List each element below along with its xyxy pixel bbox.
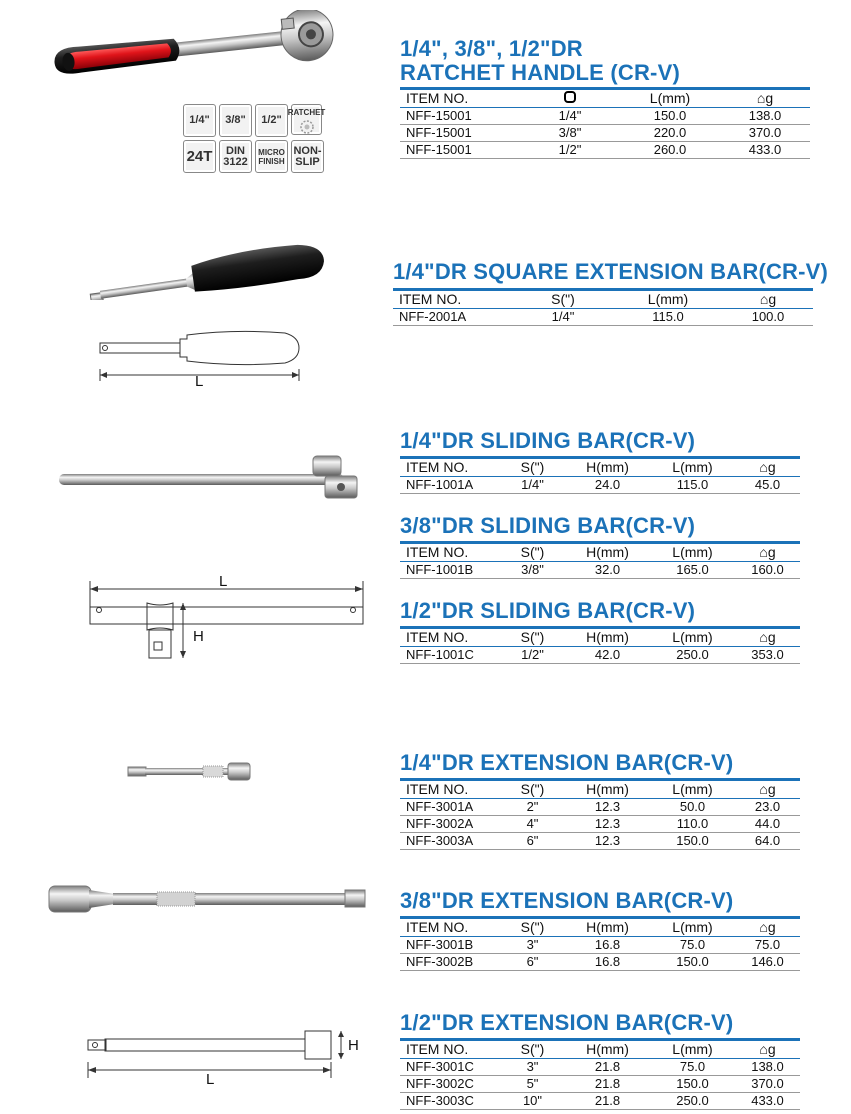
table-header-row — [400, 628, 800, 647]
table-row — [393, 309, 813, 326]
spec-value-cell: 24.0 — [565, 477, 650, 494]
col-weight — [735, 780, 800, 799]
spec-value-cell: 3/8" — [500, 562, 565, 579]
square-extension-spec-table — [393, 288, 813, 326]
spec-value-cell: 32.0 — [565, 562, 650, 579]
table-header-row — [400, 458, 800, 477]
weight-unit: g — [768, 291, 777, 307]
weight-icon: ⌂ — [759, 629, 768, 645]
spec-value-cell: 45.0 — [735, 477, 800, 494]
col-weight — [735, 1040, 800, 1059]
item-number-cell: NFF-3002B — [400, 954, 500, 971]
spec-value-cell: 44.0 — [735, 816, 800, 833]
table-row — [400, 1076, 800, 1093]
item-number-cell: NFF-3002C — [400, 1076, 500, 1093]
table-header-row — [400, 1040, 800, 1059]
col-weight — [720, 89, 810, 108]
length-dimension-label: L — [206, 1071, 215, 1088]
spec-value-cell: 21.8 — [565, 1093, 650, 1110]
sliding-bar-drawing — [85, 575, 370, 665]
spec-value-cell: 12.3 — [565, 833, 650, 850]
sliding-bar-1-2-spec-table — [400, 626, 800, 664]
gear-icon — [296, 117, 318, 134]
table-header-row — [400, 780, 800, 799]
item-number-cell: NFF-3002A — [400, 816, 500, 833]
extension-bar-3-8-spec-table — [400, 916, 800, 971]
spec-value-cell: 3" — [500, 1059, 565, 1076]
weight-icon: ⌂ — [759, 291, 769, 307]
spec-value-cell: 75.0 — [650, 1059, 735, 1076]
col-item-no: ITEM NO. — [400, 780, 500, 799]
spec-value-cell: 260.0 — [620, 142, 720, 159]
24-teeth-badge: 24T — [183, 140, 216, 173]
table-row — [400, 562, 800, 579]
sliding-bar-photo — [55, 450, 365, 505]
weight-icon: ⌂ — [759, 1041, 768, 1057]
col-size: S(") — [500, 628, 565, 647]
spec-value-cell: 1/2" — [520, 142, 620, 159]
col-size: S(") — [513, 290, 613, 309]
weight-icon: ⌂ — [759, 919, 768, 935]
col-item-no: ITEM NO. — [400, 918, 500, 937]
weight-icon: ⌂ — [759, 781, 768, 797]
spec-value-cell: 250.0 — [650, 647, 735, 664]
spec-value-cell: 138.0 — [720, 108, 810, 125]
length-dimension-label: L — [195, 373, 204, 390]
weight-unit: g — [767, 781, 776, 797]
spec-value-cell: 1/2" — [500, 647, 565, 664]
col-size: S(") — [500, 780, 565, 799]
col-height: H(mm) — [565, 1040, 650, 1059]
col-height: H(mm) — [565, 780, 650, 799]
spec-value-cell: 150.0 — [650, 954, 735, 971]
col-length: L(mm) — [650, 1040, 735, 1059]
ratchet-title-line2: RATCHET HANDLE (CR-V) — [400, 60, 680, 85]
item-number-cell: NFF-15001 — [400, 142, 520, 159]
item-number-cell: NFF-3003A — [400, 833, 500, 850]
table-row — [400, 816, 800, 833]
col-height: H(mm) — [565, 628, 650, 647]
col-height: H(mm) — [565, 918, 650, 937]
item-number-cell: NFF-15001 — [400, 108, 520, 125]
square-extension-title: 1/4"DR SQUARE EXTENSION BAR(CR-V) — [393, 259, 829, 284]
spec-value-cell: 110.0 — [650, 816, 735, 833]
spec-value-cell: 250.0 — [650, 1093, 735, 1110]
spec-value-cell: 370.0 — [735, 1076, 800, 1093]
col-item-no: ITEM NO. — [400, 628, 500, 647]
item-number-cell: NFF-1001C — [400, 647, 500, 664]
spec-value-cell: 21.8 — [565, 1059, 650, 1076]
extension-bar-1-2-spec-table — [400, 1038, 800, 1110]
table-row — [400, 833, 800, 850]
spec-value-cell: 1/4" — [513, 309, 613, 326]
weight-unit: g — [767, 1041, 776, 1057]
col-size: S(") — [500, 458, 565, 477]
weight-unit: g — [767, 629, 776, 645]
sliding-bar-3-8-spec-table — [400, 541, 800, 579]
spec-value-cell: 12.3 — [565, 816, 650, 833]
col-item-no: ITEM NO. — [400, 1040, 500, 1059]
col-height: H(mm) — [565, 458, 650, 477]
col-weight — [735, 628, 800, 647]
ratchet-badge-label: RATCHET — [287, 108, 326, 117]
spec-value-cell: 150.0 — [650, 1076, 735, 1093]
col-length: L(mm) — [650, 543, 735, 562]
spec-value-cell: 50.0 — [650, 799, 735, 816]
spec-value-cell: 165.0 — [650, 562, 735, 579]
spec-value-cell: 100.0 — [723, 309, 813, 326]
item-number-cell: NFF-3001A — [400, 799, 500, 816]
spec-value-cell: 23.0 — [735, 799, 800, 816]
spec-value-cell: 1/4" — [500, 477, 565, 494]
spec-value-cell: 75.0 — [650, 937, 735, 954]
table-row — [400, 125, 810, 142]
spec-value-cell: 4" — [500, 816, 565, 833]
sliding-bar-3-8-title: 3/8"DR SLIDING BAR(CR-V) — [400, 513, 696, 538]
spec-value-cell: 160.0 — [735, 562, 800, 579]
item-number-cell: NFF-1001B — [400, 562, 500, 579]
drive-1-4-badge: 1/4" — [183, 104, 216, 137]
col-item-no: ITEM NO. — [400, 458, 500, 477]
spec-value-cell: 3/8" — [520, 125, 620, 142]
col-item-no: ITEM NO. — [400, 543, 500, 562]
height-dimension-label: H — [193, 628, 204, 645]
spec-value-cell: 3" — [500, 937, 565, 954]
micro-finish-badge: MICRO FINISH — [255, 140, 288, 173]
spec-value-cell: 115.0 — [650, 477, 735, 494]
col-size: S(") — [500, 918, 565, 937]
extension-bar-1-4-photo — [125, 758, 255, 784]
table-row — [400, 799, 800, 816]
col-height: H(mm) — [565, 543, 650, 562]
spec-value-cell: 146.0 — [735, 954, 800, 971]
length-dimension-label: L — [219, 573, 228, 590]
spec-value-cell: 16.8 — [565, 954, 650, 971]
col-length: L(mm) — [620, 89, 720, 108]
sliding-bar-1-2-title: 1/2"DR SLIDING BAR(CR-V) — [400, 598, 696, 623]
weight-icon: ⌂ — [759, 459, 768, 475]
spec-value-cell: 353.0 — [735, 647, 800, 664]
weight-icon: ⌂ — [759, 544, 768, 560]
spec-value-cell: 5" — [500, 1076, 565, 1093]
spec-value-cell: 42.0 — [565, 647, 650, 664]
weight-unit: g — [767, 919, 776, 935]
drive-3-8-badge: 3/8" — [219, 104, 252, 137]
spec-value-cell: 64.0 — [735, 833, 800, 850]
spec-value-cell: 6" — [500, 833, 565, 850]
table-row — [400, 954, 800, 971]
extension-bar-3-8-photo — [45, 880, 370, 920]
sliding-bar-1-4-spec-table — [400, 456, 800, 494]
col-length: L(mm) — [650, 780, 735, 799]
spec-value-cell: 1/4" — [520, 108, 620, 125]
weight-unit: g — [765, 90, 774, 106]
spec-value-cell: 150.0 — [620, 108, 720, 125]
din-3122-badge: DIN 3122 — [219, 140, 252, 173]
spec-value-cell: 2" — [500, 799, 565, 816]
extension-bar-1-2-title: 1/2"DR EXTENSION BAR(CR-V) — [400, 1010, 734, 1035]
spec-value-cell: 6" — [500, 954, 565, 971]
col-drive — [520, 89, 620, 108]
non-slip-badge: NON- SLIP — [291, 140, 324, 173]
sliding-bar-1-4-title: 1/4"DR SLIDING BAR(CR-V) — [400, 428, 696, 453]
table-header-row — [400, 543, 800, 562]
table-row — [400, 108, 810, 125]
table-row — [400, 1093, 800, 1110]
col-item-no: ITEM NO. — [400, 89, 520, 108]
extension-bar-drawing — [85, 1028, 365, 1080]
col-length: L(mm) — [613, 290, 723, 309]
spec-value-cell: 75.0 — [735, 937, 800, 954]
spec-value-cell: 138.0 — [735, 1059, 800, 1076]
col-weight — [735, 543, 800, 562]
table-row — [400, 142, 810, 159]
col-length: L(mm) — [650, 918, 735, 937]
spec-value-cell: 433.0 — [735, 1093, 800, 1110]
extension-bar-3-8-title: 3/8"DR EXTENSION BAR(CR-V) — [400, 888, 734, 913]
col-item-no: ITEM NO. — [393, 290, 513, 309]
spec-value-cell: 16.8 — [565, 937, 650, 954]
spec-value-cell: 370.0 — [720, 125, 810, 142]
extension-bar-1-4-spec-table — [400, 778, 800, 850]
table-row — [400, 477, 800, 494]
table-row — [400, 647, 800, 664]
ratchet-handle-photo — [50, 10, 350, 90]
item-number-cell: NFF-3003C — [400, 1093, 500, 1110]
table-row — [400, 1059, 800, 1076]
weight-icon: ⌂ — [756, 90, 766, 106]
spec-value-cell: 150.0 — [650, 833, 735, 850]
spec-value-cell: 21.8 — [565, 1076, 650, 1093]
item-number-cell: NFF-2001A — [393, 309, 513, 326]
table-header-row — [393, 290, 813, 309]
height-dimension-label: H — [348, 1037, 359, 1054]
extension-bar-1-4-title: 1/4"DR EXTENSION BAR(CR-V) — [400, 750, 734, 775]
table-row — [400, 937, 800, 954]
col-size: S(") — [500, 1040, 565, 1059]
col-length: L(mm) — [650, 458, 735, 477]
item-number-cell: NFF-3001C — [400, 1059, 500, 1076]
col-weight — [723, 290, 813, 309]
square-drive-icon — [563, 91, 577, 103]
item-number-cell: NFF-15001 — [400, 125, 520, 142]
spec-value-cell: 10" — [500, 1093, 565, 1110]
table-header-row — [400, 89, 810, 108]
weight-unit: g — [767, 544, 776, 560]
drive-1-2-badge: 1/2" — [255, 104, 288, 137]
spec-value-cell: 12.3 — [565, 799, 650, 816]
col-weight — [735, 458, 800, 477]
spec-value-cell: 220.0 — [620, 125, 720, 142]
weight-unit: g — [767, 459, 776, 475]
col-weight — [735, 918, 800, 937]
col-length: L(mm) — [650, 628, 735, 647]
item-number-cell: NFF-1001A — [400, 477, 500, 494]
spec-value-cell: 115.0 — [613, 309, 723, 326]
table-header-row — [400, 918, 800, 937]
spec-value-cell: 433.0 — [720, 142, 810, 159]
square-extension-bar-photo — [80, 240, 330, 300]
ratchet-spec-table — [400, 87, 810, 159]
ratchet-title-line1: 1/4", 3/8", 1/2"DR — [400, 36, 583, 61]
item-number-cell: NFF-3001B — [400, 937, 500, 954]
col-size: S(") — [500, 543, 565, 562]
